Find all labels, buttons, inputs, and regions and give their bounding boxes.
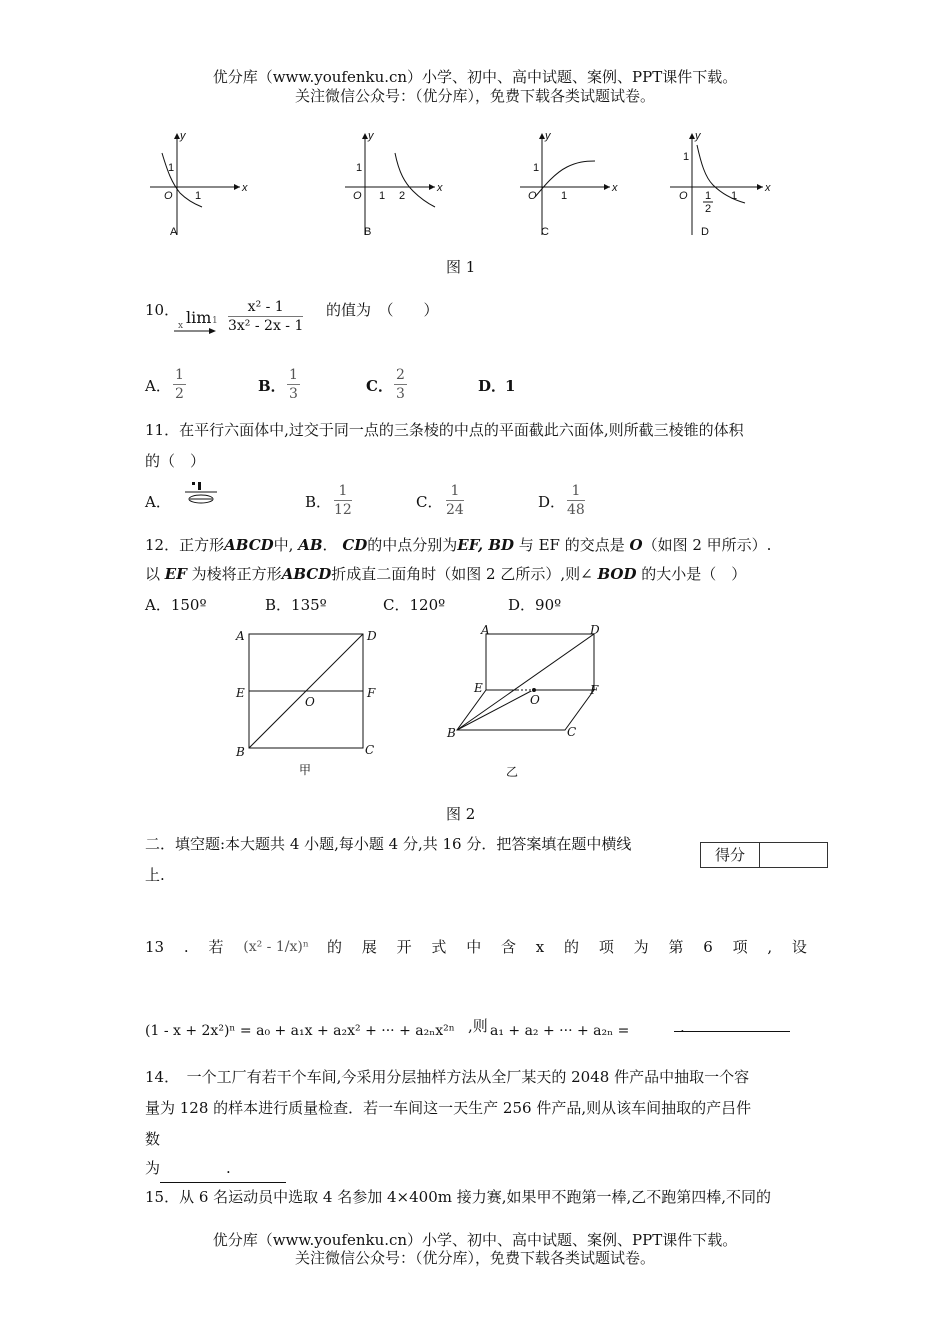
svg-text:O: O	[164, 190, 173, 202]
svg-text:x: x	[612, 182, 618, 194]
q10-lim: lim	[186, 308, 212, 327]
svg-text:y: y	[368, 130, 374, 142]
svg-text:2: 2	[399, 190, 406, 202]
graph-c	[520, 130, 618, 235]
svg-text:1: 1	[356, 162, 363, 174]
q15-line-1: 15．从 6 名运动员中选取 4 名参加 4×400m 接力赛,如果甲不跑第一棒,乙不跑第四棒,不同的	[145, 1188, 772, 1206]
score-input[interactable]	[760, 843, 827, 867]
header-line-1: 优分库（www.youfenku.cn）小学、初中、高中试题、案例、PPT课件下载。	[212, 68, 738, 86]
q11-option-a-garbled-glyph	[182, 480, 220, 506]
q14-line-3: 数	[145, 1130, 161, 1148]
svg-text:1: 1	[533, 162, 540, 174]
q11-option-b-value: 1 12	[334, 483, 352, 518]
section-2-heading-line-2: 上.	[145, 866, 165, 884]
svg-text:B: B	[236, 745, 245, 759]
q14-line-2: 量为 128 的样本进行质量检查．若一车间这一天生产 256 件产品,则从该车间抽取的产吕件	[145, 1099, 752, 1117]
x-axis-label: x	[242, 182, 248, 194]
svg-text:D: D	[367, 629, 377, 643]
q13-answer-blank[interactable]	[674, 1031, 790, 1032]
q10-option-a-value: 1 2	[175, 367, 184, 402]
svg-text:x: x	[437, 182, 443, 194]
graph-d	[670, 130, 771, 235]
svg-text:O: O	[305, 695, 315, 709]
graph-a-label: A	[170, 226, 178, 238]
q10-option-a-label: A．	[145, 377, 171, 395]
section-2-heading-line-1: 二．填空题:本大题共 4 小题,每小题 4 分,共 16 分．把答案填在题中横线	[145, 835, 632, 853]
graph-b-label: B	[364, 226, 372, 238]
q13-then: ,则	[468, 1017, 488, 1035]
svg-text:F: F	[590, 683, 599, 697]
q14-line-4-start: 为	[145, 1159, 161, 1177]
q10-option-d-label: D．	[478, 377, 507, 395]
figure-2-yi-label: 乙	[506, 765, 519, 779]
footer-line-2: 关注微信公众号：（优分库），免费下载各类试题试卷。	[294, 1249, 655, 1267]
svg-text:C: C	[365, 743, 375, 757]
figure-1-caption: 图 1	[446, 258, 476, 276]
q13-binomial: (x² - 1/x)ⁿ	[243, 939, 309, 955]
svg-text:O: O	[530, 693, 540, 707]
q10-option-b-value: 1 3	[289, 367, 298, 402]
svg-text:x: x	[765, 182, 771, 194]
q10-number: 10．	[145, 301, 180, 319]
svg-text:1: 1	[561, 190, 568, 202]
figure-2	[225, 620, 625, 785]
q10-fraction: x² - 1 3x² - 2x - 1	[228, 299, 304, 334]
svg-text:E: E	[474, 681, 483, 695]
svg-text:A: A	[236, 629, 245, 643]
svg-text:E: E	[236, 686, 245, 700]
svg-text:1: 1	[705, 190, 712, 202]
svg-text:1: 1	[731, 190, 738, 202]
svg-text:F: F	[367, 686, 376, 700]
header-line-2: 关注微信公众号：（优分库），免费下载各类试题试卷。	[294, 87, 655, 105]
score-label: 得分	[701, 843, 760, 867]
svg-text:y: y	[695, 130, 701, 142]
q11-option-a-label: A．	[145, 493, 171, 511]
q14-line-4-end: .	[226, 1159, 231, 1177]
q11-option-d-label: D．	[538, 493, 566, 511]
q14-answer-blank[interactable]	[160, 1182, 286, 1183]
svg-text:O: O	[528, 190, 537, 202]
svg-text:1: 1	[683, 151, 690, 163]
svg-text:1: 1	[195, 190, 202, 202]
q12-line-1: 12．正方形ABCD中, AB． CD的中点分别为EF, BD 与 EF 的交点是 O（如图 2 甲所示）.	[145, 536, 772, 554]
q10-option-c-value: 2 3	[396, 367, 405, 402]
figure-1-graphs	[140, 125, 780, 245]
svg-text:A: A	[481, 623, 490, 637]
svg-text:C: C	[567, 725, 577, 739]
svg-text:B: B	[447, 726, 456, 740]
svg-text:O: O	[353, 190, 362, 202]
q12-option-d: D．90º	[508, 596, 562, 614]
q11-line-2: 的（ ）	[145, 452, 206, 470]
svg-text:D: D	[590, 623, 600, 637]
q11-option-d-value: 1 48	[567, 483, 585, 518]
score-box	[700, 842, 828, 868]
figure-2-jia-label: 甲	[299, 763, 312, 777]
q12-option-c: C．120º	[383, 596, 446, 614]
svg-text:O: O	[679, 190, 688, 202]
q13-end: .	[680, 1018, 685, 1036]
q10-option-d-value: 1	[505, 377, 516, 395]
graph-b	[345, 130, 443, 235]
q10-arrow	[172, 326, 218, 336]
figure-2-caption: 图 2	[446, 805, 476, 823]
svg-text:1: 1	[168, 162, 175, 174]
graph-a	[150, 130, 248, 235]
q11-line-1: 11．在平行六面体中,过交于同一点的三条棱的中点的平面截此六面体,则所截三棱锥的体积	[145, 421, 744, 439]
q11-option-c-label: C．	[416, 493, 443, 511]
q10-suffix: 的值为 （ ）	[326, 301, 439, 319]
q13-expansion: (1 - x + 2x²)ⁿ = a₀ + a₁x + a₂x² + ··· + a₂ₙx²ⁿ	[145, 1023, 455, 1039]
svg-text:y: y	[545, 130, 551, 142]
graph-d-label: D	[701, 226, 709, 238]
svg-text:1: 1	[379, 190, 386, 202]
y-axis-label: y	[180, 130, 186, 142]
q13-line-1: 13 . 若 (x² - 1/x)ⁿ 的 展 开 式 中 含 x 的 项 为 第 6 项 , 设	[145, 938, 807, 956]
svg-text:2: 2	[705, 203, 712, 215]
q12-option-a: A．150º	[145, 596, 207, 614]
q13-sum: a₁ + a₂ + ··· + a₂ₙ =	[490, 1023, 630, 1039]
q12-option-b: B．135º	[265, 596, 327, 614]
graph-c-label: C	[541, 226, 549, 238]
q12-line-2: 以 EF 为棱将正方形ABCD折成直二面角时（如图 2 乙所示）,则∠ BOD 的大小是（ ）	[145, 565, 747, 583]
q10-lim-to: 1	[212, 316, 218, 326]
footer-line-1: 优分库（www.youfenku.cn）小学、初中、高中试题、案例、PPT课件下载。	[212, 1231, 738, 1249]
q11-option-c-value: 1 24	[446, 483, 464, 518]
q10-option-c-label: C．	[366, 377, 393, 395]
q10-option-b-label: B．	[258, 377, 286, 395]
q10-lim-var: x	[178, 321, 184, 331]
q14-line-1: 14． 一个工厂有若干个车间,今采用分层抽样方法从全厂某天的 2048 件产品中抽取一个容	[145, 1068, 750, 1086]
q11-option-b-label: B．	[305, 493, 332, 511]
